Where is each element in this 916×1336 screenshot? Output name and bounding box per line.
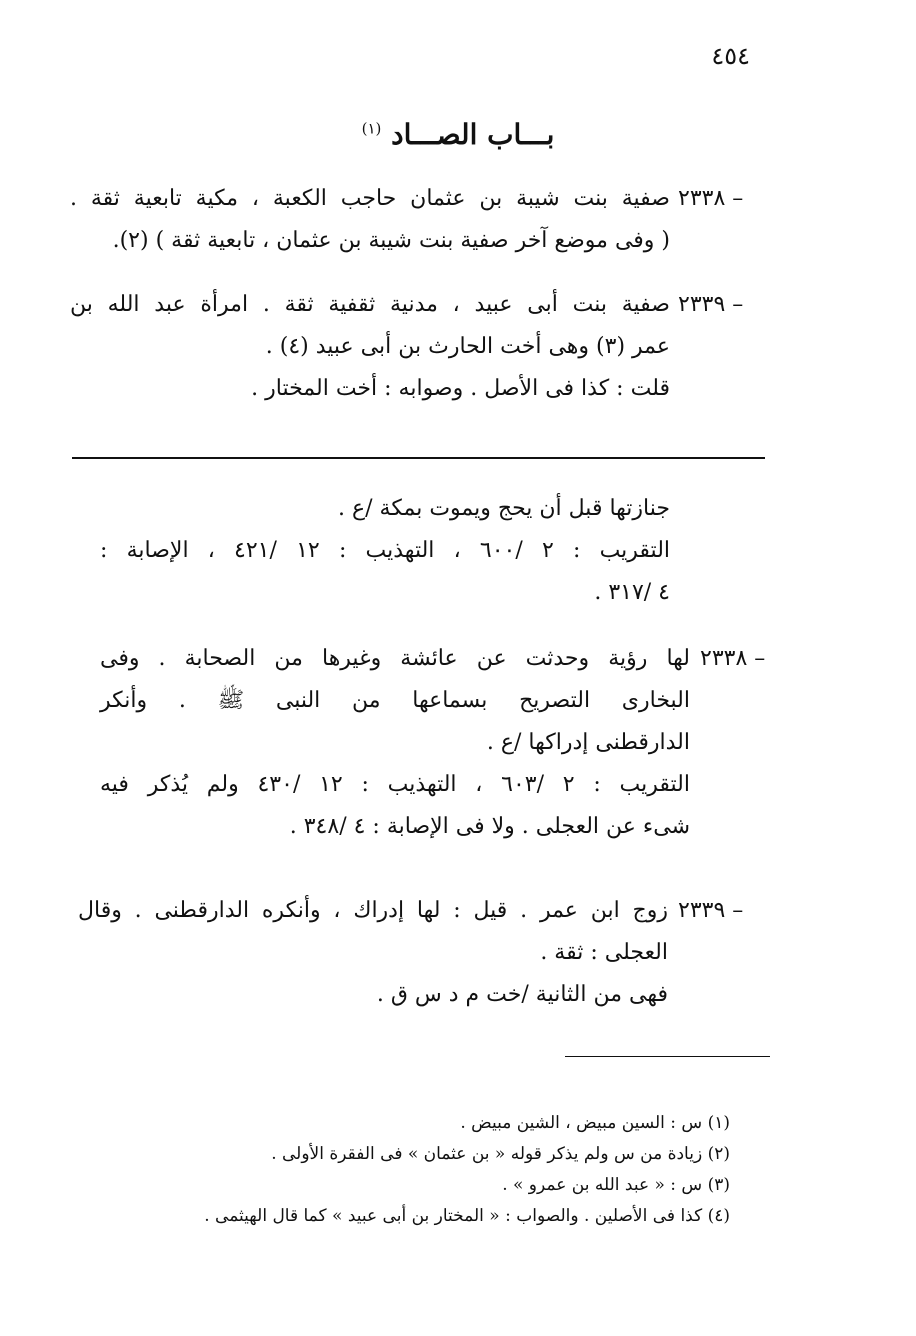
commentary-2338-text [100,638,690,848]
commentary-continuation [100,488,670,614]
commentary-line: فهى من الثانية /خت م د س ق . [376,982,668,1007]
commentary-number: ٢٣٣٨ – [700,646,766,671]
commentary-line: جنازتها قبل أن يحج ويموت بمكة /ع . [338,496,670,521]
chapter-title-text: بـــاب الصـــاد [391,118,555,151]
commentary-line: العجلى : ثقة . [540,940,668,965]
footnote: (١) س : السين مبيض ، الشين مبيض . [460,1113,730,1133]
entry-line: عمر (٣) وهى أخت الحارث بن أبى عبيد (٤) . [265,334,670,359]
entry-number: ٢٣٣٨ – [678,186,744,211]
commentary-line: لها رؤية وحدثت عن عائشة وغيرها من الصحابة . وفى [100,646,690,671]
entry-number: ٢٣٣٩ – [678,292,744,317]
commentary-line: شىء عن العجلى . ولا فى الإصابة : ٤ /٣٤٨ . [289,814,690,839]
commentary-line: التقريب : ٢ /٦٠٣ ، التهذيب : ١٢ /٤٣٠ ولم يُذكر فيه [100,772,690,797]
entry-line: ( وفى موضع آخر صفية بنت شيبة بن عثمان ، تابعية ثقة ) (٢). [112,228,670,253]
page-number: ٤٥٤ [711,42,750,70]
footnote: (٣) س : « عبد الله بن عمرو » . [502,1175,730,1195]
commentary-divider [72,457,765,459]
commentary-2339-text [78,890,668,1016]
chapter-footnote-ref: (١) [361,119,382,138]
commentary-line: ٤ /٣١٧ . [594,580,670,605]
footnote: (٤) كذا فى الأصلين . والصواب : « المختار بن أبى عبيد » كما قال الهيثمى . [204,1206,730,1226]
commentary-line: الدارقطنى إدراكها /ع . [486,730,690,755]
footnotes-divider [565,1056,770,1057]
chapter-title [0,118,916,151]
entry-line: صفية بنت شيبة بن عثمان حاجب الكعبة ، مكية تابعية ثقة . [70,186,670,211]
entry-2338-text [70,178,670,262]
commentary-number: ٢٣٣٩ – [678,898,744,923]
entry-2339-text [70,284,670,410]
entry-line: صفية بنت أبى عبيد ، مدنية ثقفية ثقة . امرأة عبد الله بن [70,292,670,317]
footnote: (٢) زيادة من س ولم يذكر قوله « بن عثمان » فى الفقرة الأولى . [271,1144,730,1164]
entry-line: قلت : كذا فى الأصل . وصوابه : أخت المختار . [251,376,670,401]
commentary-line: زوج ابن عمر . قيل : لها إدراك ، وأنكره الدارقطنى . وقال [78,898,668,923]
commentary-line: التقريب : ٢ /٦٠٠ ، التهذيب : ١٢ /٤٢١ ، الإصابة : [100,538,671,563]
footnotes [100,1108,730,1232]
commentary-line: البخارى التصريح بسماعها من النبى ﷺ . وأنكر [100,688,690,713]
